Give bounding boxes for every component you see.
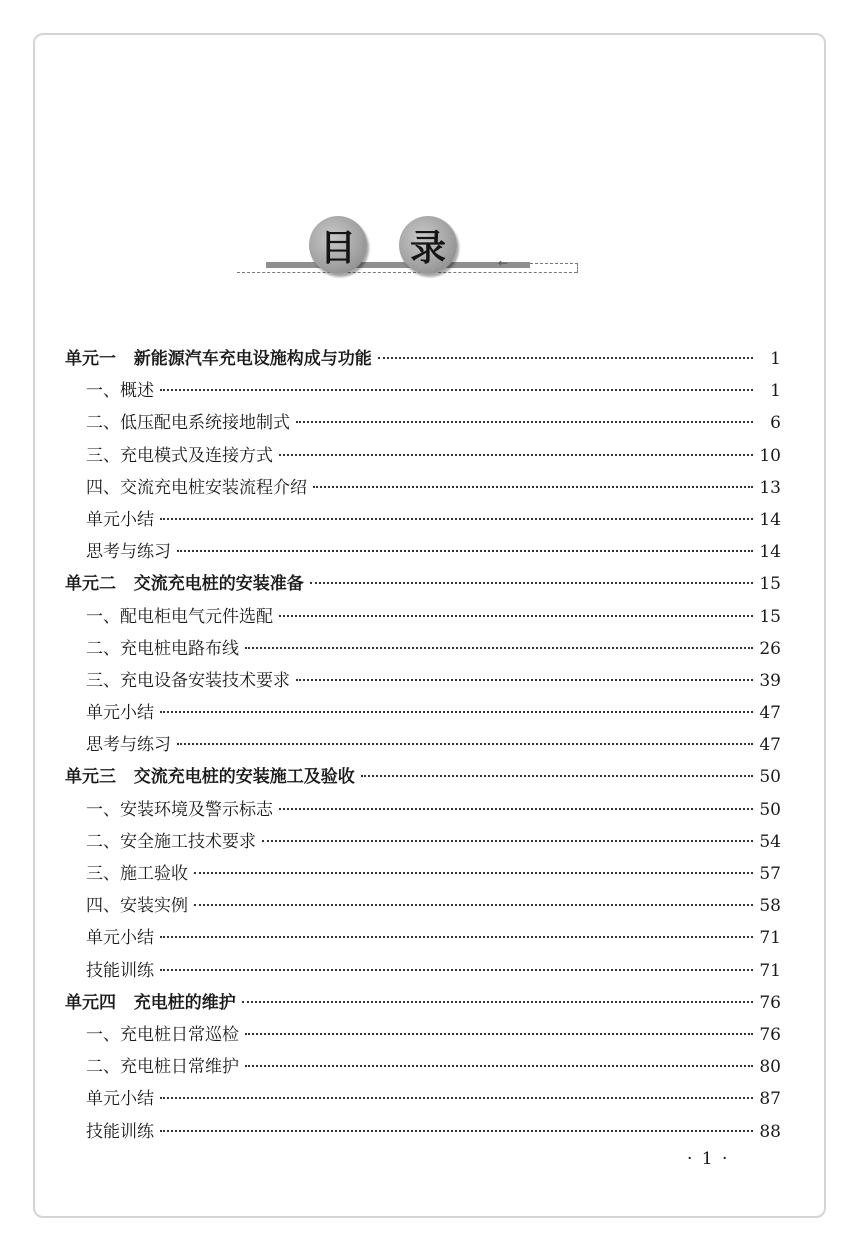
dot-leader <box>262 839 753 842</box>
heading-char: 目 <box>319 227 356 269</box>
table-of-contents <box>65 343 781 1148</box>
toc-entry-title: 三、充电设备安装技术要求 <box>86 670 290 691</box>
toc-entry-title: 单元小结 <box>86 1089 154 1110</box>
toc-entry-title: 二、充电桩日常维护 <box>86 1057 239 1078</box>
dot-leader <box>279 807 753 810</box>
toc-entry-page: 58 <box>759 896 781 917</box>
dot-leader <box>160 1129 753 1132</box>
toc-chapter-entry[interactable] <box>65 987 781 1019</box>
toc-entry-title: 一、配电柜电气元件选配 <box>86 606 273 627</box>
dot-leader <box>245 1064 753 1067</box>
toc-entry-title: 四、交流充电桩安装流程介绍 <box>86 477 307 498</box>
toc-chapter-entry[interactable] <box>65 343 781 375</box>
heading-underline-bar <box>266 262 530 268</box>
dot-leader <box>296 678 753 681</box>
toc-section-entry[interactable] <box>65 697 781 729</box>
toc-section-entry[interactable] <box>65 858 781 890</box>
toc-entry-title: 技能训练 <box>86 1121 154 1142</box>
dot-leader <box>245 646 753 649</box>
heading-char-badge <box>399 216 457 274</box>
toc-entry-page: 57 <box>759 864 781 884</box>
toc-section-entry[interactable] <box>65 794 781 826</box>
toc-section-entry[interactable] <box>65 536 781 568</box>
toc-entry-page: 87 <box>759 1089 781 1110</box>
toc-chapter-entry[interactable] <box>65 761 781 793</box>
toc-entry-page: 26 <box>759 638 781 659</box>
dot-leader <box>245 1032 753 1035</box>
arrow-left-icon: ← <box>498 256 509 270</box>
dot-leader <box>313 485 753 488</box>
toc-entry-page: 71 <box>759 928 781 949</box>
toc-section-entry[interactable] <box>65 729 781 761</box>
toc-entry-title: 单元小结 <box>86 703 154 724</box>
toc-entry-title: 四、安装实例 <box>86 896 188 917</box>
toc-entry-page: 1 <box>770 381 781 402</box>
dot-leader <box>361 774 753 777</box>
toc-entry-title: 单元小结 <box>86 928 154 949</box>
toc-entry-page: 76 <box>759 992 781 1013</box>
toc-entry-title: 单元小结 <box>86 509 154 530</box>
toc-entry-page: 13 <box>759 477 781 498</box>
toc-entry-page: 1 <box>770 349 781 369</box>
page-frame <box>33 33 826 1218</box>
dot-leader <box>378 356 753 359</box>
toc-entry-page: 6 <box>770 413 781 434</box>
dot-leader <box>242 1000 753 1003</box>
toc-entry-page: 80 <box>759 1057 781 1078</box>
toc-entry-page: 14 <box>759 509 781 530</box>
toc-section-entry[interactable] <box>65 665 781 697</box>
toc-entry-page: 76 <box>759 1024 781 1045</box>
toc-entry-page: 47 <box>759 703 781 724</box>
toc-entry-title: 单元三 交流充电桩的安装施工及验收 <box>65 767 355 788</box>
toc-entry-title: 单元一 新能源汽车充电设施构成与功能 <box>65 349 372 369</box>
toc-section-entry[interactable] <box>65 407 781 439</box>
toc-entry-page: 15 <box>759 574 781 595</box>
dot-leader <box>194 903 753 906</box>
toc-section-entry[interactable] <box>65 1083 781 1115</box>
toc-entry-title: 二、安全施工技术要求 <box>86 831 256 852</box>
toc-entry-title: 二、低压配电系统接地制式 <box>86 413 290 434</box>
dot-leader <box>160 1096 753 1099</box>
toc-section-entry[interactable] <box>65 504 781 536</box>
toc-entry-page: 50 <box>759 799 781 820</box>
toc-entry-page: 47 <box>759 735 781 756</box>
dot-leader <box>279 614 753 617</box>
toc-entry-page: 14 <box>759 542 781 563</box>
heading-char: 录 <box>409 227 446 269</box>
dot-leader <box>160 517 753 520</box>
toc-entry-title: 一、安装环境及警示标志 <box>86 799 273 820</box>
toc-entry-title: 单元二 交流充电桩的安装准备 <box>65 574 304 595</box>
dot-leader <box>160 388 753 391</box>
toc-entry-page: 50 <box>759 767 781 788</box>
toc-entry-title: 三、充电模式及连接方式 <box>86 445 273 466</box>
toc-section-entry[interactable] <box>65 633 781 665</box>
toc-entry-title: 单元四 充电桩的维护 <box>65 992 236 1013</box>
toc-section-entry[interactable] <box>65 826 781 858</box>
toc-chapter-entry[interactable] <box>65 568 781 600</box>
toc-section-entry[interactable] <box>65 472 781 504</box>
dot-leader <box>160 968 753 971</box>
toc-section-entry[interactable] <box>65 1116 781 1148</box>
toc-entry-page: 39 <box>759 670 781 691</box>
toc-entry-title: 思考与练习 <box>86 735 171 756</box>
dot-leader <box>296 420 753 423</box>
toc-entry-page: 15 <box>759 606 781 627</box>
toc-section-entry[interactable] <box>65 440 781 472</box>
toc-entry-page: 88 <box>759 1121 781 1142</box>
dot-leader <box>177 549 753 552</box>
dot-leader <box>279 453 753 456</box>
toc-section-entry[interactable] <box>65 601 781 633</box>
dot-leader <box>177 742 753 745</box>
toc-entry-page: 10 <box>759 445 781 466</box>
dot-leader <box>160 710 753 713</box>
heading-char-badge <box>309 216 367 274</box>
toc-entry-page: 71 <box>759 960 781 981</box>
toc-entry-page: 54 <box>759 831 781 852</box>
toc-entry-title: 技能训练 <box>86 960 154 981</box>
dot-leader <box>310 581 753 584</box>
toc-section-entry[interactable] <box>65 922 781 954</box>
toc-entry-title: 二、充电桩电路布线 <box>86 638 239 659</box>
page-number: · 1 · <box>687 1149 730 1169</box>
toc-section-entry[interactable] <box>65 955 781 987</box>
dot-leader <box>160 935 753 938</box>
toc-entry-title: 思考与练习 <box>86 542 171 563</box>
toc-section-entry[interactable] <box>65 375 781 407</box>
toc-section-entry[interactable] <box>65 1051 781 1083</box>
toc-section-entry[interactable] <box>65 1019 781 1051</box>
toc-entry-title: 一、充电桩日常巡检 <box>86 1024 239 1045</box>
toc-entry-title: 三、施工验收 <box>86 864 188 884</box>
dot-leader <box>194 871 753 874</box>
toc-section-entry[interactable] <box>65 890 781 922</box>
toc-entry-title: 一、概述 <box>86 381 154 402</box>
